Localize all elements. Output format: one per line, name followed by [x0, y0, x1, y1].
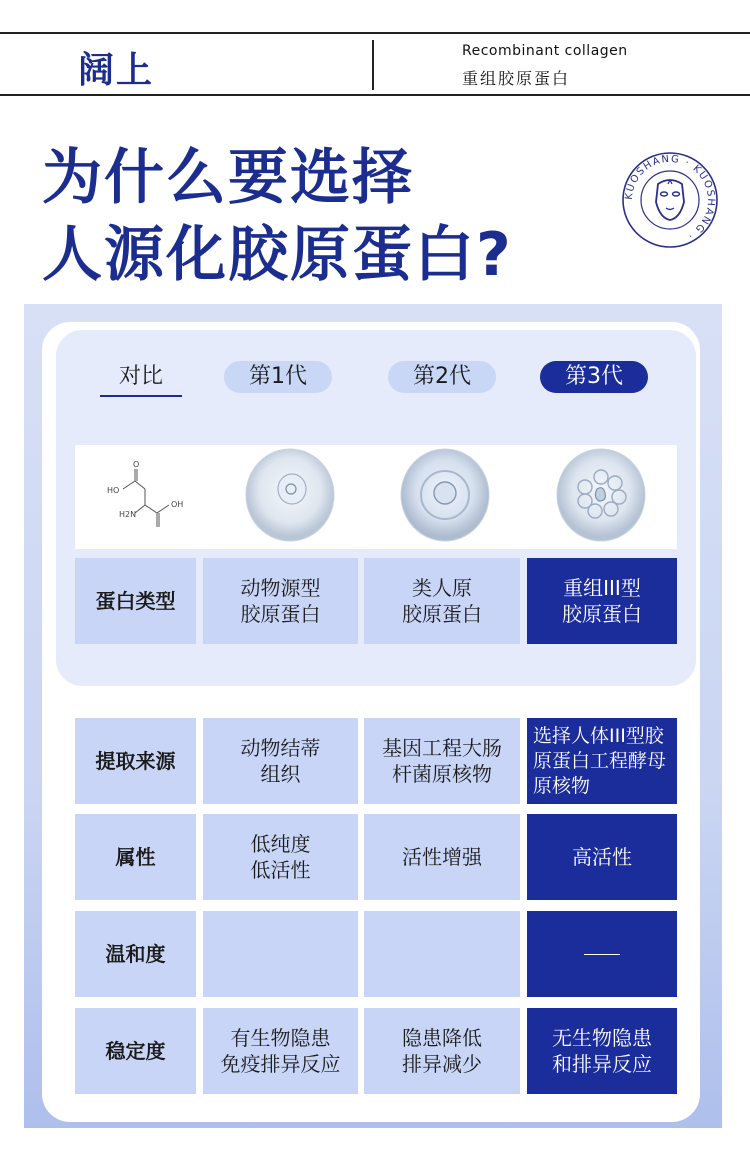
headline-line-2: 人源化胶原蛋白? [42, 220, 513, 290]
row-source-gen1: 动物结蒂 组织 [203, 718, 358, 804]
row-source-gen2: 基因工程大肠 杆菌原核物 [364, 718, 520, 804]
collagen-gen3-icon [545, 445, 675, 549]
row-stability-head: 稳定度 [75, 1008, 196, 1094]
row-property-gen2: 活性增强 [364, 814, 520, 900]
image-strip [75, 445, 677, 549]
row-source-head: 提取来源 [75, 718, 196, 804]
svg-text:KUOSHANG · KUOSHANG ·: KUOSHANG · KUOSHANG · [623, 153, 717, 242]
top-header [0, 32, 750, 96]
row-source-gen3: 选择人体III型胶 原蛋白工程酵母 原核物 [527, 718, 677, 804]
kuoshang-stamp-icon [620, 150, 720, 250]
row-property-gen1: 低纯度 低活性 [203, 814, 358, 900]
row-stability-gen1: 有生物隐患 免疫排异反应 [203, 1008, 358, 1094]
row-mildness-gen2 [364, 911, 520, 997]
row-mildness-head: 温和度 [75, 911, 196, 997]
row-stability-gen2: 隐患降低 排异减少 [364, 1008, 520, 1094]
tab-gen2: 第2代 [388, 361, 496, 393]
svg-text:HO H2N OH O: HO H2N OH O [107, 460, 184, 519]
row-mildness-gen1 [203, 911, 358, 997]
amino-acid-structure-icon [75, 445, 205, 549]
collagen-gen1-icon [225, 445, 355, 549]
headline-line-1: 为什么要选择 [42, 143, 414, 213]
face-mask-icon [656, 180, 684, 220]
row-property-head: 属性 [75, 814, 196, 900]
row-property-gen3: 高活性 [527, 814, 677, 900]
collagen-gen2-icon [385, 445, 515, 549]
brand-logo-text: 阔上 [78, 50, 155, 91]
row-protein-type-head: 蛋白类型 [75, 558, 196, 644]
header-english-title: Recombinant collagen [462, 43, 628, 59]
tab-gen1: 第1代 [224, 361, 332, 393]
dash-line [584, 954, 620, 955]
row-mildness-gen3 [527, 911, 677, 997]
header-divider [372, 40, 374, 90]
tab-compare: 对比 [100, 361, 182, 397]
header-chinese-title: 重组胶原蛋白 [462, 69, 571, 88]
row-protein-type-gen1: 动物源型 胶原蛋白 [203, 558, 358, 644]
tab-gen3: 第3代 [540, 361, 648, 393]
row-stability-gen3: 无生物隐患 和排异反应 [527, 1008, 677, 1094]
row-protein-type-gen2: 类人原 胶原蛋白 [364, 558, 520, 644]
row-protein-type-gen3: 重组III型 胶原蛋白 [527, 558, 677, 644]
